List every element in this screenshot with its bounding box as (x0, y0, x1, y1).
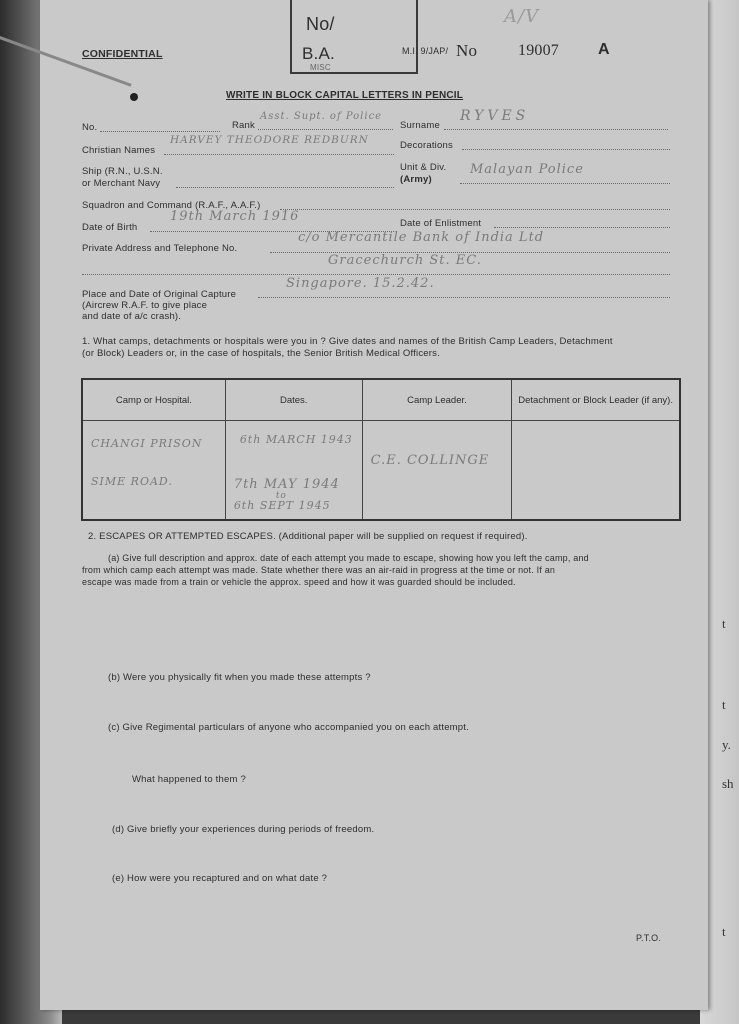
question-2a-line-3: escape was made from a train or vehicle the approx. speed and how it was guarded should be included. (82, 577, 516, 587)
question-2c-sub: What happened to them ? (132, 774, 246, 785)
question-2a-line-1: (a) Give full description and approx. date of each attempt you made to escape, showing how you left the camp, and (108, 553, 589, 563)
no-line (100, 131, 220, 132)
no-label: No. (82, 122, 98, 133)
question-1-line-2: (or Block) Leaders or, in the case of hospitals, the Senior British Medical Officers. (82, 348, 440, 359)
address-value: c/o Mercantile Bank of India Ltd (298, 230, 545, 245)
column-header-dates: Dates. (225, 379, 362, 421)
dates-value: to (275, 491, 287, 501)
question-1-line-1: 1. What camps, detachments or hospitals were you in ? Give dates and names of the British Camp Leaders, Detachment (82, 336, 613, 347)
form-reference: M.I. 9/JAP/ (402, 46, 449, 56)
rank-label: Rank (232, 120, 255, 131)
address-line-2 (82, 274, 670, 275)
ship-label-2: or Merchant Navy (82, 178, 161, 189)
adjacent-page-text: t (722, 697, 726, 712)
unit-line (460, 183, 670, 184)
capture-label: Place and Date of Original Capture (82, 289, 237, 300)
binding-grommet (130, 93, 138, 101)
camp-cell (82, 421, 225, 521)
corner-annotation: A/V (504, 6, 540, 27)
unit-value: Malayan Police (470, 162, 584, 177)
capture-line (258, 297, 670, 298)
enlistment-label: Date of Enlistment (400, 218, 482, 229)
camp-leader-cell (362, 421, 512, 521)
stamp-box (290, 0, 418, 74)
surname-value: RYVES (460, 108, 530, 124)
serial-suffix: A (598, 41, 610, 58)
table-row (82, 421, 680, 521)
ship-line (176, 187, 394, 188)
camp-value: SIME ROAD. (91, 475, 173, 488)
question-2c: (c) Give Regimental particulars of anyone who accompanied you on each attempt. (108, 722, 469, 733)
camps-table (81, 378, 681, 521)
squadron-line (280, 209, 670, 210)
squadron-label: Squadron and Command (R.A.F., A.A.F.) (82, 200, 261, 211)
capture-label-2: (Aircrew R.A.F. to give place (82, 300, 208, 311)
address-label: Private Address and Telephone No. (82, 243, 238, 254)
unit-label-2: (Army) (400, 174, 432, 185)
question-2b: (b) Were you physically fit when you made these attempts ? (108, 672, 371, 683)
surname-label: Surname (400, 120, 440, 131)
ship-label: Ship (R.N., U.S.N. (82, 166, 163, 177)
dob-value: 19th March 1916 (170, 209, 300, 224)
dates-cell (225, 421, 362, 521)
column-header-camp-leader: Camp Leader. (362, 379, 512, 421)
adjacent-page-text: y. (722, 737, 731, 752)
rank-line (258, 129, 393, 130)
capture-value: Singapore. 15.2.42. (286, 276, 435, 291)
enlistment-line (494, 227, 670, 228)
adjacent-page-text: sh (722, 776, 734, 791)
camp-leader-value: C.E. COLLINGE (370, 453, 490, 468)
adjacent-page-text: t (722, 616, 726, 631)
instruction-heading: WRITE IN BLOCK CAPITAL LETTERS IN PENCIL (226, 90, 464, 101)
confidential-label: CONFIDENTIAL (82, 48, 163, 60)
detachment-leader-cell (512, 421, 680, 521)
question-2e: (e) How were you recaptured and on what date ? (112, 873, 328, 884)
camp-value: CHANGI PRISON (91, 437, 203, 450)
address-value-2: Gracechurch St. EC. (328, 253, 482, 268)
stamp-sub: MISC (310, 63, 331, 72)
question-2a-line-2: from which camp each attempt was made. State whether there was an air-raid in progress at the time or not. If an (82, 565, 556, 575)
dates-value: 7th MAY 1944 (233, 477, 340, 492)
column-header-camp: Camp or Hospital. (82, 379, 225, 421)
question-2d: (d) Give briefly your experiences during periods of freedom. (112, 824, 375, 835)
surname-line (444, 129, 668, 130)
capture-label-3: and date of a/c crash). (82, 311, 182, 322)
christian-names-label: Christian Names (82, 145, 156, 156)
column-header-detachment-leader: Detachment or Block Leader (if any). (512, 379, 680, 421)
stamp-number: No/ (306, 14, 335, 34)
unit-label: Unit & Div. (400, 162, 447, 173)
dob-label: Date of Birth (82, 222, 138, 233)
adjacent-page-text: t (722, 924, 726, 939)
decorations-line (462, 149, 670, 150)
serial-number: 19007 (518, 42, 559, 59)
rank-value: Asst. Supt. of Police (260, 111, 383, 122)
stamp-code: B.A. (302, 44, 335, 63)
question-2-title: 2. ESCAPES OR ATTEMPTED ESCAPES. (Additional paper will be supplied on request if required). (88, 531, 528, 542)
pto-label: P.T.O. (636, 933, 662, 943)
dates-value: 6th SEPT 1945 (233, 499, 331, 512)
christian-names-value: HARVEY THEODORE REDBURN (170, 134, 369, 146)
camps-table-header (82, 379, 680, 421)
decorations-label: Decorations (400, 140, 453, 151)
dates-value: 6th MARCH 1943 (239, 433, 353, 446)
no-mark: No (456, 41, 478, 60)
christian-names-line (164, 154, 394, 155)
